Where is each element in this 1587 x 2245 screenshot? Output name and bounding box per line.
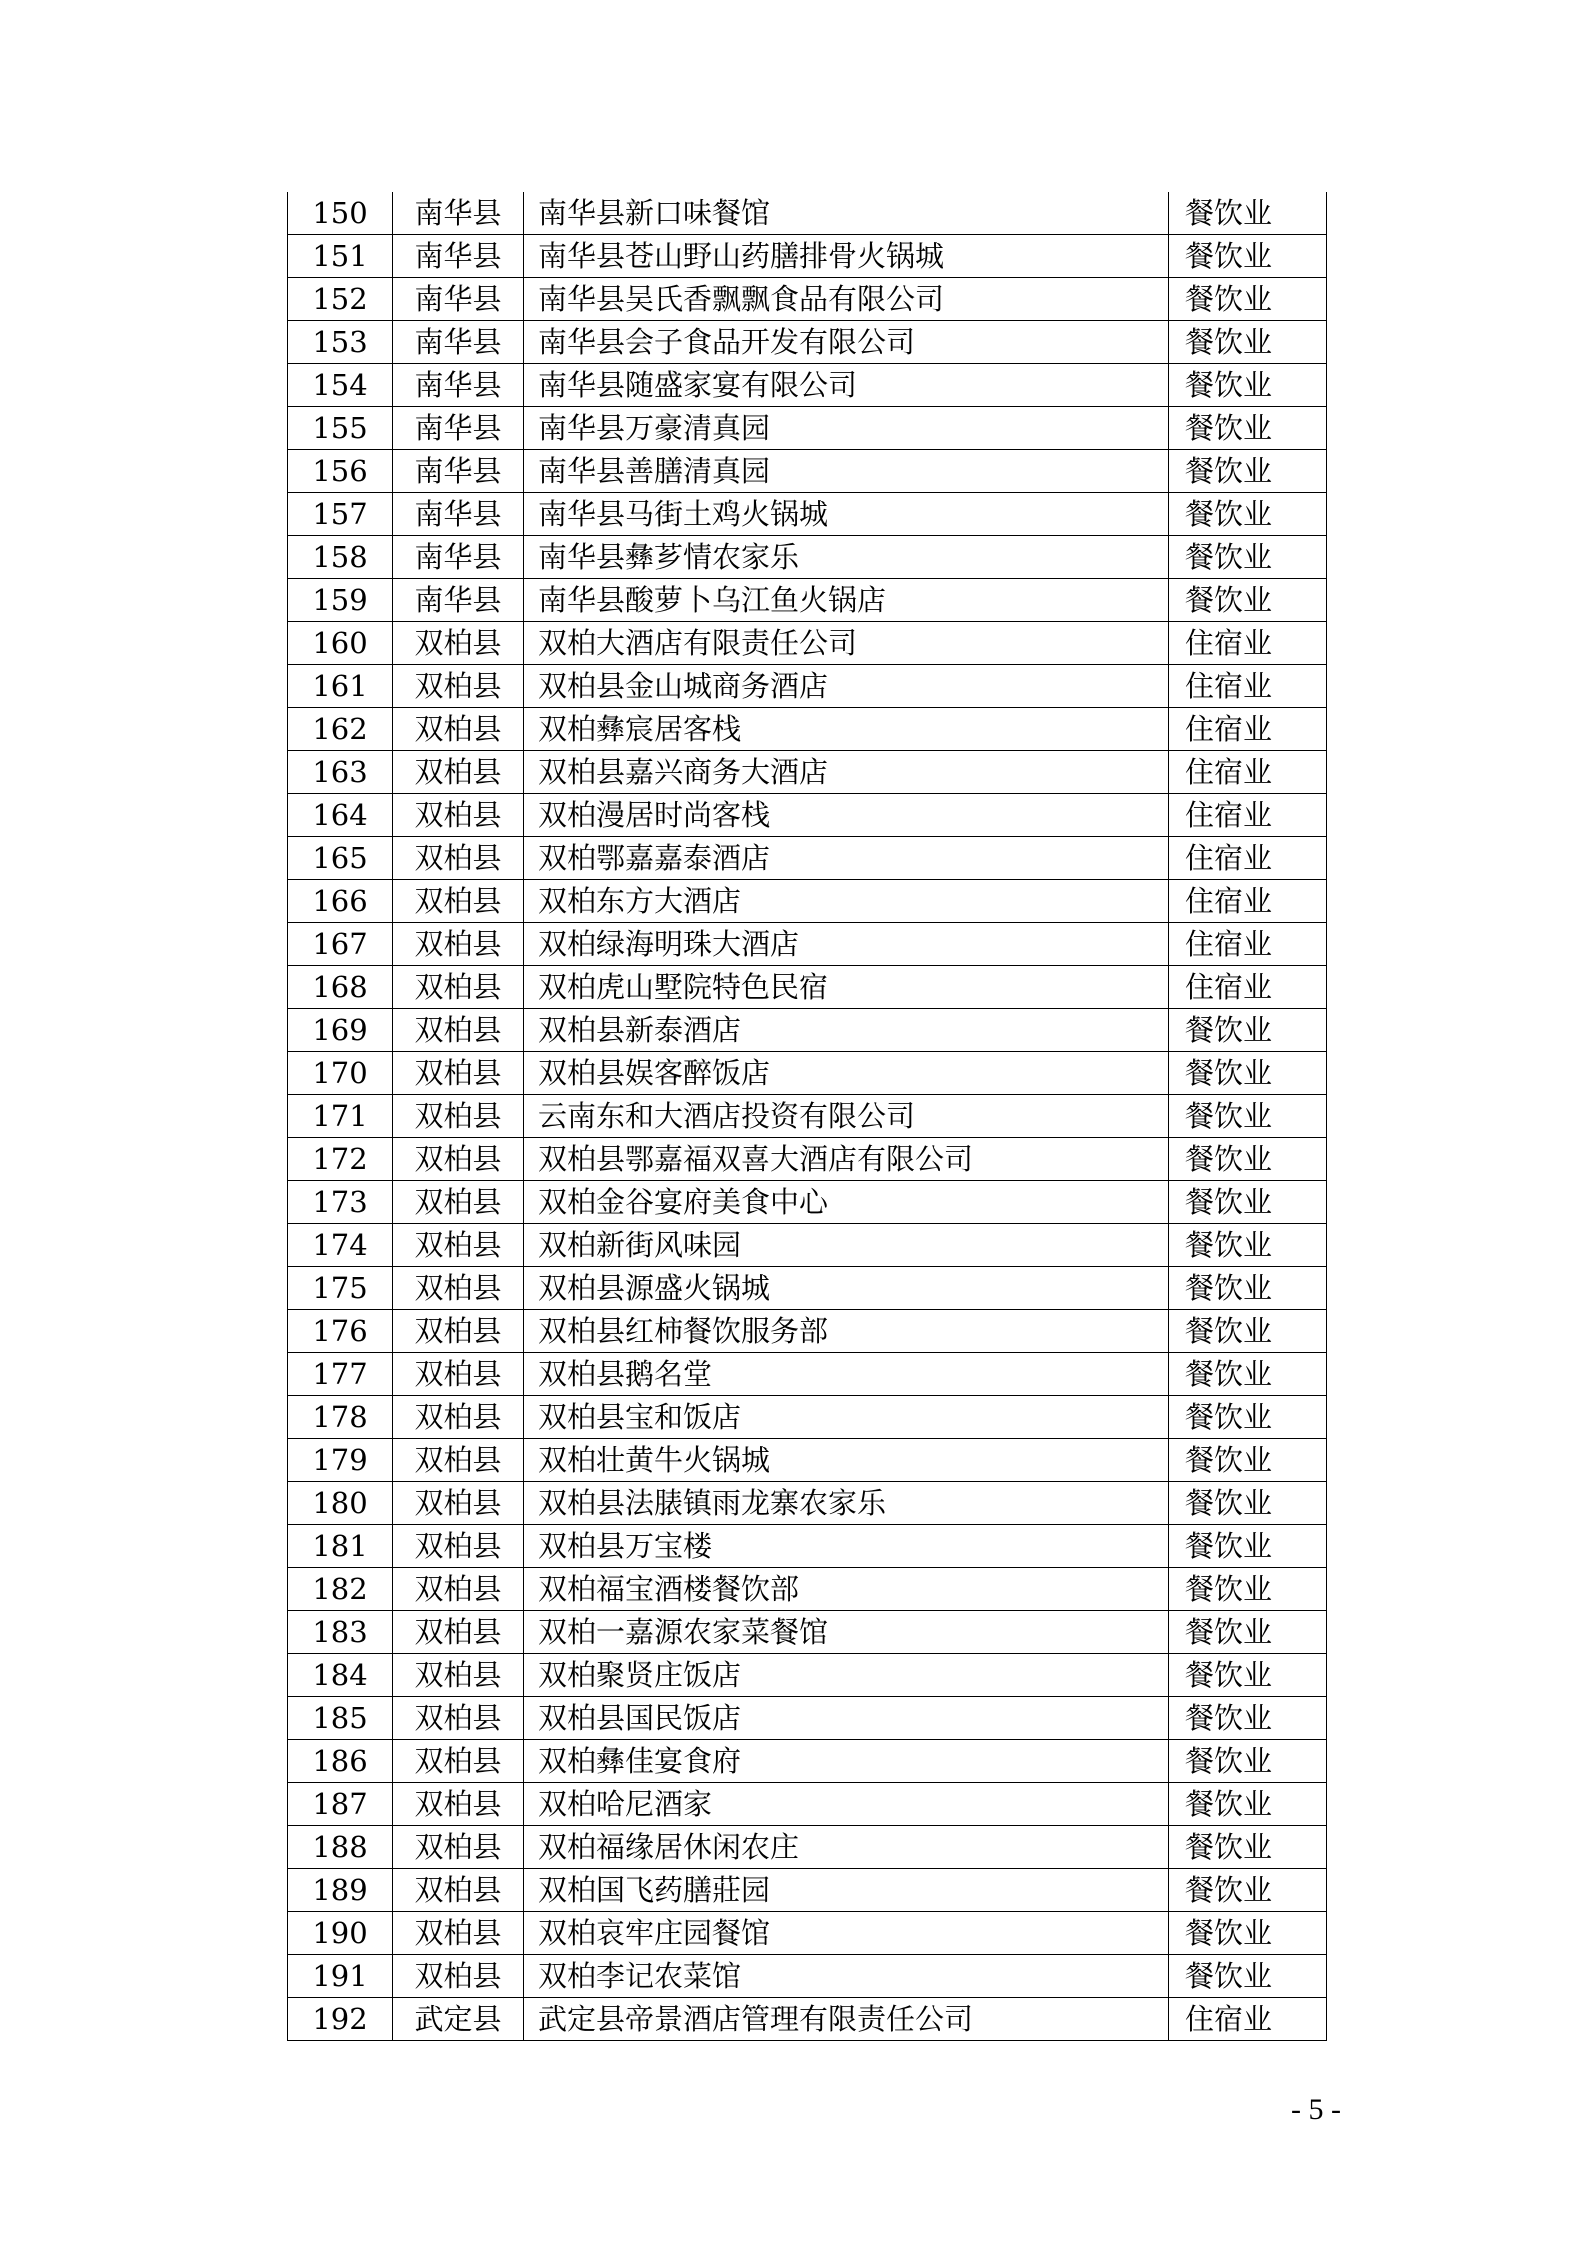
- cell-enterprise-name: 双柏鄂嘉嘉泰酒店: [524, 837, 1169, 880]
- cell-number: 178: [288, 1396, 393, 1439]
- cell-county: 双柏县: [393, 708, 524, 751]
- table-row: [288, 1181, 1327, 1224]
- cell-number: 159: [288, 579, 393, 622]
- cell-industry: 餐饮业: [1169, 1912, 1327, 1955]
- cell-enterprise-name: 双柏县新泰酒店: [524, 1009, 1169, 1052]
- table-row: [288, 1826, 1327, 1869]
- table-row: [288, 966, 1327, 1009]
- table-row: [288, 1396, 1327, 1439]
- cell-enterprise-name: 双柏县金山城商务酒店: [524, 665, 1169, 708]
- cell-county: 南华县: [393, 364, 524, 407]
- cell-number: 160: [288, 622, 393, 665]
- cell-county: 双柏县: [393, 1697, 524, 1740]
- table-row: [288, 622, 1327, 665]
- cell-industry: 餐饮业: [1169, 1869, 1327, 1912]
- cell-number: 173: [288, 1181, 393, 1224]
- cell-number: 156: [288, 450, 393, 493]
- cell-county: 双柏县: [393, 1267, 524, 1310]
- table-row: [288, 579, 1327, 622]
- cell-number: 150: [288, 192, 393, 235]
- cell-county: 双柏县: [393, 1482, 524, 1525]
- cell-number: 185: [288, 1697, 393, 1740]
- cell-number: 171: [288, 1095, 393, 1138]
- cell-enterprise-name: 双柏新街风味园: [524, 1224, 1169, 1267]
- cell-county: 双柏县: [393, 1396, 524, 1439]
- table-row: [288, 794, 1327, 837]
- cell-number: 169: [288, 1009, 393, 1052]
- table-row: [288, 235, 1327, 278]
- cell-number: 189: [288, 1869, 393, 1912]
- table-row: [288, 837, 1327, 880]
- table-row: [288, 407, 1327, 450]
- cell-county: 双柏县: [393, 1912, 524, 1955]
- cell-county: 南华县: [393, 235, 524, 278]
- cell-enterprise-name: 南华县彝芗情农家乐: [524, 536, 1169, 579]
- table-row: [288, 1740, 1327, 1783]
- cell-industry: 餐饮业: [1169, 1095, 1327, 1138]
- table-row: [288, 1224, 1327, 1267]
- cell-industry: 餐饮业: [1169, 1439, 1327, 1482]
- cell-industry: 餐饮业: [1169, 450, 1327, 493]
- cell-number: 188: [288, 1826, 393, 1869]
- cell-number: 180: [288, 1482, 393, 1525]
- cell-number: 158: [288, 536, 393, 579]
- table-row: [288, 1310, 1327, 1353]
- cell-enterprise-name: 南华县会子食品开发有限公司: [524, 321, 1169, 364]
- cell-county: 双柏县: [393, 1439, 524, 1482]
- cell-county: 南华县: [393, 450, 524, 493]
- cell-enterprise-name: 双柏县万宝楼: [524, 1525, 1169, 1568]
- cell-county: 双柏县: [393, 1095, 524, 1138]
- table-row: [288, 1267, 1327, 1310]
- table-row: [288, 1955, 1327, 1998]
- cell-enterprise-name: 南华县万豪清真园: [524, 407, 1169, 450]
- table-row: [288, 1783, 1327, 1826]
- cell-county: 南华县: [393, 579, 524, 622]
- cell-industry: 餐饮业: [1169, 1267, 1327, 1310]
- cell-industry: 餐饮业: [1169, 1525, 1327, 1568]
- cell-number: 191: [288, 1955, 393, 1998]
- cell-number: 167: [288, 923, 393, 966]
- cell-number: 183: [288, 1611, 393, 1654]
- table-row: [288, 1095, 1327, 1138]
- cell-industry: 住宿业: [1169, 923, 1327, 966]
- cell-number: 192: [288, 1998, 393, 2041]
- cell-county: 双柏县: [393, 923, 524, 966]
- cell-enterprise-name: 双柏一嘉源农家菜餐馆: [524, 1611, 1169, 1654]
- cell-industry: 餐饮业: [1169, 1654, 1327, 1697]
- cell-county: 双柏县: [393, 1783, 524, 1826]
- cell-county: 双柏县: [393, 1826, 524, 1869]
- cell-county: 双柏县: [393, 1525, 524, 1568]
- cell-number: 187: [288, 1783, 393, 1826]
- cell-enterprise-name: 双柏县国民饭店: [524, 1697, 1169, 1740]
- cell-industry: 住宿业: [1169, 751, 1327, 794]
- table-row: [288, 536, 1327, 579]
- cell-number: 166: [288, 880, 393, 923]
- cell-industry: 餐饮业: [1169, 1353, 1327, 1396]
- cell-county: 双柏县: [393, 1052, 524, 1095]
- cell-enterprise-name: 双柏虎山墅院特色民宿: [524, 966, 1169, 1009]
- cell-industry: 餐饮业: [1169, 493, 1327, 536]
- cell-industry: 餐饮业: [1169, 1826, 1327, 1869]
- cell-enterprise-name: 双柏李记农菜馆: [524, 1955, 1169, 1998]
- cell-number: 181: [288, 1525, 393, 1568]
- table-row: [288, 1009, 1327, 1052]
- cell-number: 170: [288, 1052, 393, 1095]
- cell-number: 177: [288, 1353, 393, 1396]
- cell-industry: 餐饮业: [1169, 1009, 1327, 1052]
- cell-enterprise-name: 南华县苍山野山药膳排骨火锅城: [524, 235, 1169, 278]
- cell-enterprise-name: 南华县酸萝卜乌江鱼火锅店: [524, 579, 1169, 622]
- cell-industry: 餐饮业: [1169, 321, 1327, 364]
- cell-number: 186: [288, 1740, 393, 1783]
- cell-enterprise-name: 双柏壮黄牛火锅城: [524, 1439, 1169, 1482]
- cell-industry: 餐饮业: [1169, 1482, 1327, 1525]
- cell-industry: 餐饮业: [1169, 407, 1327, 450]
- cell-industry: 餐饮业: [1169, 1138, 1327, 1181]
- cell-industry: 餐饮业: [1169, 278, 1327, 321]
- cell-enterprise-name: 双柏金谷宴府美食中心: [524, 1181, 1169, 1224]
- table-row: [288, 1654, 1327, 1697]
- cell-county: 双柏县: [393, 1955, 524, 1998]
- cell-county: 双柏县: [393, 1353, 524, 1396]
- table-row: [288, 1869, 1327, 1912]
- cell-industry: 住宿业: [1169, 665, 1327, 708]
- cell-number: 157: [288, 493, 393, 536]
- page-number: - 5 -: [1291, 2093, 1341, 2126]
- table-row: [288, 1568, 1327, 1611]
- cell-industry: 餐饮业: [1169, 1224, 1327, 1267]
- cell-enterprise-name: 双柏县法脿镇雨龙寨农家乐: [524, 1482, 1169, 1525]
- cell-enterprise-name: 双柏彝佳宴食府: [524, 1740, 1169, 1783]
- table-row: [288, 192, 1327, 235]
- cell-enterprise-name: 双柏福宝酒楼餐饮部: [524, 1568, 1169, 1611]
- cell-industry: 餐饮业: [1169, 1740, 1327, 1783]
- cell-industry: 住宿业: [1169, 794, 1327, 837]
- cell-industry: 餐饮业: [1169, 1783, 1327, 1826]
- cell-industry: 餐饮业: [1169, 192, 1327, 235]
- cell-county: 双柏县: [393, 1740, 524, 1783]
- cell-industry: 住宿业: [1169, 837, 1327, 880]
- cell-county: 双柏县: [393, 1611, 524, 1654]
- cell-county: 双柏县: [393, 751, 524, 794]
- cell-number: 182: [288, 1568, 393, 1611]
- table-row: [288, 1611, 1327, 1654]
- cell-number: 155: [288, 407, 393, 450]
- table-row: [288, 321, 1327, 364]
- cell-industry: 餐饮业: [1169, 364, 1327, 407]
- cell-enterprise-name: 双柏县鄂嘉福双喜大酒店有限公司: [524, 1138, 1169, 1181]
- table-row: [288, 1482, 1327, 1525]
- table-row: [288, 450, 1327, 493]
- cell-enterprise-name: 南华县吴氏香飘飘食品有限公司: [524, 278, 1169, 321]
- enterprise-table: [287, 192, 1327, 2041]
- cell-number: 184: [288, 1654, 393, 1697]
- cell-enterprise-name: 双柏县宝和饭店: [524, 1396, 1169, 1439]
- cell-enterprise-name: 双柏县红柿餐饮服务部: [524, 1310, 1169, 1353]
- table-row: [288, 708, 1327, 751]
- cell-number: 162: [288, 708, 393, 751]
- cell-industry: 住宿业: [1169, 622, 1327, 665]
- cell-number: 163: [288, 751, 393, 794]
- cell-county: 双柏县: [393, 665, 524, 708]
- cell-county: 双柏县: [393, 966, 524, 1009]
- cell-industry: 餐饮业: [1169, 1396, 1327, 1439]
- cell-industry: 住宿业: [1169, 1998, 1327, 2041]
- cell-industry: 住宿业: [1169, 966, 1327, 1009]
- cell-county: 南华县: [393, 407, 524, 450]
- cell-number: 165: [288, 837, 393, 880]
- cell-number: 172: [288, 1138, 393, 1181]
- cell-industry: 餐饮业: [1169, 1310, 1327, 1353]
- cell-county: 南华县: [393, 321, 524, 364]
- cell-number: 176: [288, 1310, 393, 1353]
- cell-enterprise-name: 双柏大酒店有限责任公司: [524, 622, 1169, 665]
- cell-county: 双柏县: [393, 1869, 524, 1912]
- table-row: [288, 1912, 1327, 1955]
- cell-number: 154: [288, 364, 393, 407]
- cell-industry: 餐饮业: [1169, 1568, 1327, 1611]
- cell-county: 双柏县: [393, 880, 524, 923]
- cell-number: 164: [288, 794, 393, 837]
- cell-industry: 餐饮业: [1169, 1611, 1327, 1654]
- table-row: [288, 1138, 1327, 1181]
- cell-number: 168: [288, 966, 393, 1009]
- cell-county: 双柏县: [393, 1138, 524, 1181]
- table-body: [288, 192, 1327, 2041]
- cell-county: 双柏县: [393, 622, 524, 665]
- cell-county: 南华县: [393, 192, 524, 235]
- cell-enterprise-name: 双柏哈尼酒家: [524, 1783, 1169, 1826]
- table-row: [288, 364, 1327, 407]
- cell-county: 南华县: [393, 278, 524, 321]
- table-row: [288, 1525, 1327, 1568]
- cell-county: 双柏县: [393, 1181, 524, 1224]
- cell-enterprise-name: 双柏县娱客醉饭店: [524, 1052, 1169, 1095]
- cell-enterprise-name: 南华县新口味餐馆: [524, 192, 1169, 235]
- cell-enterprise-name: 双柏东方大酒店: [524, 880, 1169, 923]
- table-row: [288, 1998, 1327, 2041]
- cell-industry: 餐饮业: [1169, 1697, 1327, 1740]
- cell-enterprise-name: 南华县马街土鸡火锅城: [524, 493, 1169, 536]
- cell-industry: 餐饮业: [1169, 1181, 1327, 1224]
- cell-enterprise-name: 双柏漫居时尚客栈: [524, 794, 1169, 837]
- table-row: [288, 1439, 1327, 1482]
- cell-county: 南华县: [393, 536, 524, 579]
- table-row: [288, 751, 1327, 794]
- cell-number: 179: [288, 1439, 393, 1482]
- cell-county: 双柏县: [393, 794, 524, 837]
- cell-county: 双柏县: [393, 1654, 524, 1697]
- cell-number: 151: [288, 235, 393, 278]
- cell-county: 双柏县: [393, 837, 524, 880]
- cell-enterprise-name: 双柏绿海明珠大酒店: [524, 923, 1169, 966]
- cell-number: 175: [288, 1267, 393, 1310]
- table-row: [288, 880, 1327, 923]
- cell-county: 武定县: [393, 1998, 524, 2041]
- cell-enterprise-name: 双柏福缘居休闲农庄: [524, 1826, 1169, 1869]
- cell-number: 174: [288, 1224, 393, 1267]
- cell-county: 双柏县: [393, 1568, 524, 1611]
- cell-industry: 餐饮业: [1169, 579, 1327, 622]
- cell-industry: 餐饮业: [1169, 1955, 1327, 1998]
- table-row: [288, 1697, 1327, 1740]
- table-row: [288, 278, 1327, 321]
- cell-industry: 餐饮业: [1169, 235, 1327, 278]
- table-row: [288, 1353, 1327, 1396]
- cell-enterprise-name: 双柏县源盛火锅城: [524, 1267, 1169, 1310]
- table-row: [288, 493, 1327, 536]
- cell-enterprise-name: 云南东和大酒店投资有限公司: [524, 1095, 1169, 1138]
- cell-enterprise-name: 双柏聚贤庄饭店: [524, 1654, 1169, 1697]
- cell-industry: 住宿业: [1169, 880, 1327, 923]
- cell-number: 161: [288, 665, 393, 708]
- cell-enterprise-name: 双柏国飞药膳莊园: [524, 1869, 1169, 1912]
- cell-number: 190: [288, 1912, 393, 1955]
- cell-enterprise-name: 双柏哀牢庄园餐馆: [524, 1912, 1169, 1955]
- table-row: [288, 923, 1327, 966]
- cell-enterprise-name: 双柏县嘉兴商务大酒店: [524, 751, 1169, 794]
- cell-county: 双柏县: [393, 1009, 524, 1052]
- cell-enterprise-name: 南华县随盛家宴有限公司: [524, 364, 1169, 407]
- cell-enterprise-name: 南华县善膳清真园: [524, 450, 1169, 493]
- cell-enterprise-name: 双柏彝宸居客栈: [524, 708, 1169, 751]
- cell-enterprise-name: 武定县帝景酒店管理有限责任公司: [524, 1998, 1169, 2041]
- cell-number: 153: [288, 321, 393, 364]
- cell-number: 152: [288, 278, 393, 321]
- table-row: [288, 1052, 1327, 1095]
- cell-industry: 餐饮业: [1169, 536, 1327, 579]
- cell-county: 双柏县: [393, 1224, 524, 1267]
- table-row: [288, 665, 1327, 708]
- cell-industry: 餐饮业: [1169, 1052, 1327, 1095]
- cell-county: 双柏县: [393, 1310, 524, 1353]
- cell-industry: 住宿业: [1169, 708, 1327, 751]
- cell-county: 南华县: [393, 493, 524, 536]
- cell-enterprise-name: 双柏县鹅名堂: [524, 1353, 1169, 1396]
